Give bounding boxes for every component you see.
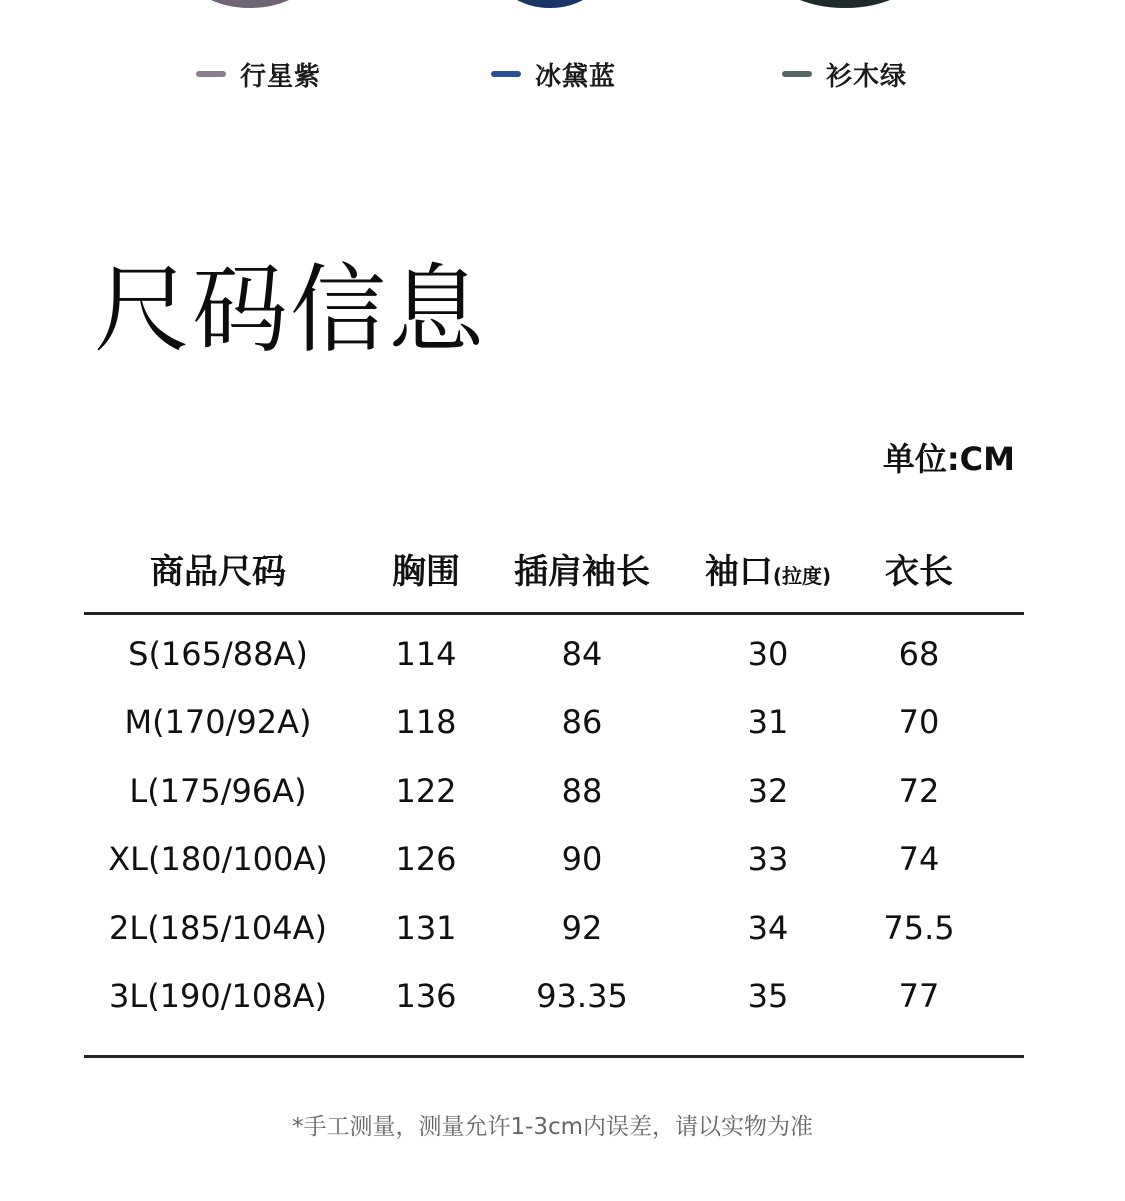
cell-body-length: 77 <box>898 977 940 1015</box>
garment-image-purple <box>185 0 315 8</box>
table-row <box>84 762 1024 830</box>
table-header <box>84 530 1024 615</box>
garment-image-blue <box>495 0 605 8</box>
cell-body-length: 70 <box>898 703 940 741</box>
color-swatch-purple[interactable] <box>196 56 321 92</box>
cell-body-length: 75.5 <box>883 909 955 947</box>
cell-cuff: 31 <box>747 703 789 741</box>
swatch-bar-green <box>782 71 812 77</box>
cell-size: L(175/96A) <box>129 772 307 810</box>
color-swatch-blue[interactable] <box>491 56 616 92</box>
header-sleeve-length: 插肩袖长 <box>514 552 650 592</box>
unit-label: 单位:CM <box>882 440 1015 478</box>
color-swatch-green[interactable] <box>782 56 907 92</box>
garment-image-green <box>770 0 920 8</box>
header-cuff-note: (拉度) <box>772 564 832 588</box>
header-size: 商品尺码 <box>150 552 286 592</box>
cell-sleeve-length: 88 <box>561 772 603 810</box>
page-title: 尺码信息 <box>94 254 486 366</box>
header-cuff: 袖口(拉度) <box>704 552 832 592</box>
cell-size: S(165/88A) <box>128 635 308 673</box>
cell-size: 2L(185/104A) <box>109 909 327 947</box>
cell-body-length: 74 <box>898 840 940 878</box>
measurement-footnote: *手工测量，测量允许1-3cm内误差，请以实物为准 <box>291 1114 814 1140</box>
cell-cuff: 32 <box>747 772 789 810</box>
header-chest: 胸围 <box>392 552 460 592</box>
table-body <box>84 615 1024 1058</box>
cell-sleeve-length: 90 <box>561 840 603 878</box>
cell-body-length: 72 <box>898 772 940 810</box>
header-body-length: 衣长 <box>885 552 953 592</box>
cell-size: 3L(190/108A) <box>109 977 327 1015</box>
cell-sleeve-length: 92 <box>561 909 603 947</box>
cell-size: XL(180/100A) <box>108 840 328 878</box>
cell-sleeve-length: 93.35 <box>536 977 628 1015</box>
table-row <box>84 693 1024 761</box>
cell-chest: 122 <box>395 772 457 810</box>
swatch-label: 行星紫 <box>240 61 322 92</box>
table-row <box>84 899 1024 967</box>
cell-chest: 136 <box>395 977 457 1015</box>
swatch-label: 衫木绿 <box>826 61 908 92</box>
cell-cuff: 30 <box>747 635 789 673</box>
cell-chest: 131 <box>395 909 457 947</box>
cell-chest: 114 <box>395 635 457 673</box>
cell-sleeve-length: 84 <box>561 635 603 673</box>
cell-body-length: 68 <box>898 635 940 673</box>
table-row <box>84 967 1024 1035</box>
cell-chest: 126 <box>395 840 457 878</box>
cell-cuff: 34 <box>747 909 789 947</box>
cell-sleeve-length: 86 <box>561 703 603 741</box>
table-row <box>84 625 1024 693</box>
swatch-bar-blue <box>491 71 521 77</box>
cell-size: M(170/92A) <box>124 703 312 741</box>
size-table <box>84 530 1024 1058</box>
cell-cuff: 35 <box>747 977 789 1015</box>
swatch-label: 冰黛蓝 <box>535 61 617 92</box>
cell-cuff: 33 <box>747 840 789 878</box>
swatch-bar-purple <box>196 71 226 77</box>
table-row <box>84 830 1024 898</box>
cell-chest: 118 <box>395 703 457 741</box>
color-swatch-row <box>0 56 1125 92</box>
